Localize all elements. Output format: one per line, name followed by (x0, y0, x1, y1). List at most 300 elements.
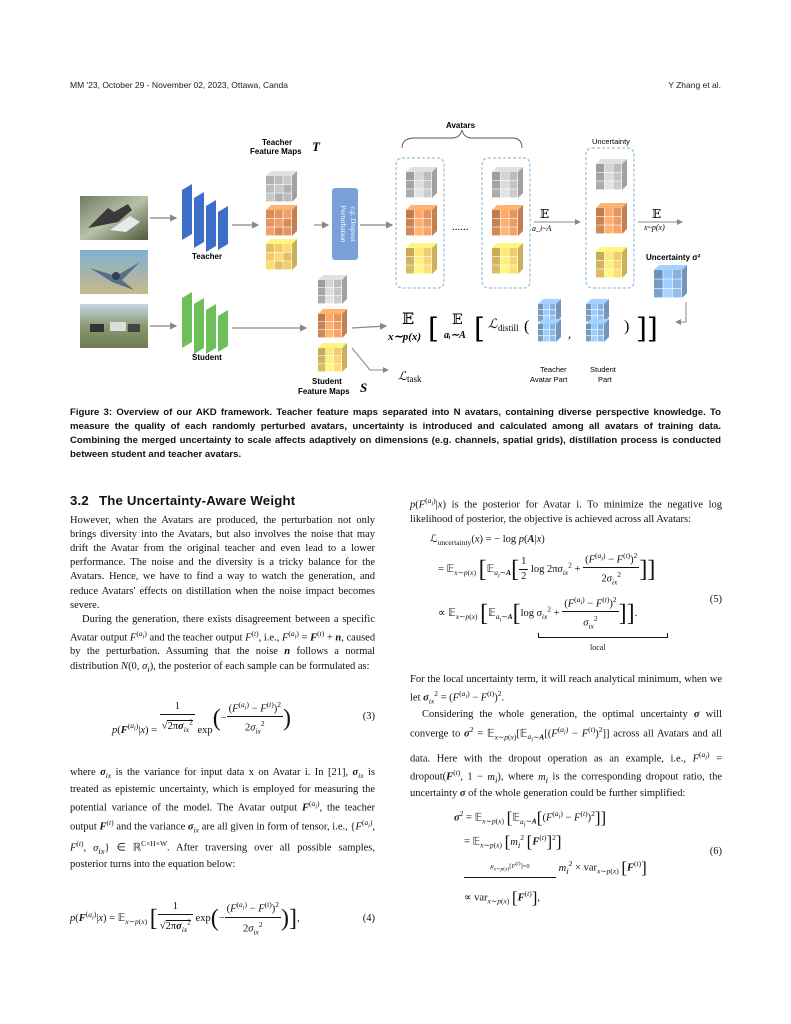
perturbation-box (332, 188, 358, 260)
feature-cell (283, 176, 291, 184)
feature-cell (613, 261, 621, 269)
p3-text-b: is the variance for input data x on Avatar i. In [21], (115, 766, 349, 778)
right-paragraph-2: For the local uncertainty term, it will reach analytical minimum, when we let $\sigma_{ix}^2 = (F^{(a_i)} - F^{(t)})^2$. (410, 673, 722, 706)
eq6-number: (6) (709, 846, 722, 858)
feature-cell (492, 181, 500, 189)
feature-cell (492, 265, 500, 273)
feature-cell (275, 253, 283, 261)
cube-top (266, 205, 297, 210)
feature-cell (334, 296, 341, 303)
feature-cell (275, 244, 283, 252)
feature-cell (605, 173, 613, 181)
feature-cell (605, 208, 613, 216)
feature-cell (423, 181, 431, 189)
feature-cell (326, 356, 333, 363)
feature-cell (550, 336, 555, 341)
feature-cell (406, 265, 414, 273)
feature-cell (596, 261, 604, 269)
input-image-dragonfly (80, 250, 148, 294)
feature-cell (550, 304, 555, 309)
rp3-text-d: , where (500, 771, 534, 783)
feature-cell (501, 172, 509, 180)
student-network (182, 292, 228, 354)
feature-cell (266, 253, 274, 261)
feature-cell (415, 189, 423, 197)
feature-cell (550, 324, 555, 329)
feature-cell (613, 181, 621, 189)
student-feature-stack (318, 275, 347, 372)
feature-cell (509, 265, 517, 273)
feature-cell (598, 330, 603, 335)
avatar-n-stack (492, 167, 523, 274)
feature-cell (492, 210, 500, 218)
cube-side (432, 205, 437, 236)
feature-cell (334, 314, 341, 321)
cube-top (318, 275, 347, 280)
feature-cell (275, 227, 283, 235)
p2-text-a: During the generation, there exists disagreement between a specific Avatar output (70, 613, 375, 644)
cube-top (596, 159, 627, 164)
loss-bracket-close: ]] (636, 312, 658, 345)
feature-cell (334, 356, 341, 363)
feature-cell (415, 227, 423, 235)
cube-top (266, 171, 297, 176)
feature-cell (492, 189, 500, 197)
feature-cell (318, 322, 325, 329)
feature-cell (326, 364, 333, 371)
loss-paren-open: ( (524, 318, 530, 335)
cube-side (292, 239, 297, 270)
cube-side (682, 265, 687, 298)
left-paragraph-2: During the generation, there exists disagreement between a specific Avatar output $F^{(a_i)}$ and the teacher output $F^{(t)}$, i.e., $F^{(a_i)} = F^{(t)} + n$, caused by the perturbation. Assuming that the noise n follows a normal distribution N(0, $\sigma_i$), the posterior of each sample can be formulated as: (70, 613, 376, 674)
feature-cell (266, 193, 274, 201)
feature-cell (592, 304, 597, 309)
feature-cell (501, 219, 509, 227)
rp2-text: For the local uncertainty term, it will reach analytical minimum, when we let (410, 673, 722, 704)
input-image-birds (80, 196, 148, 240)
cube-side (518, 205, 523, 236)
feature-cell (613, 217, 621, 225)
feature-cell (266, 261, 274, 269)
loss-expect-sub: x∼p(x) (388, 331, 422, 343)
feature-cell (266, 227, 274, 235)
feature-cell (326, 348, 333, 355)
student-maps-label: Student (312, 377, 342, 386)
feature-cell (406, 257, 414, 265)
eq4-number: (4) (362, 913, 375, 925)
feature-cell (415, 181, 423, 189)
feature-cell (598, 304, 603, 309)
cube-side (622, 159, 627, 190)
expect-data-symbol: 𝔼 (652, 207, 662, 221)
loss-bracket-2: [ (474, 312, 485, 345)
feature-cell (605, 217, 613, 225)
eq5-local-label: local (590, 642, 606, 652)
feature-cell (423, 265, 431, 273)
feature-cell (613, 225, 621, 233)
expect-avatar-symbol: 𝔼 (540, 207, 550, 221)
feature-cell (283, 185, 291, 193)
merged-uncertainty-stack (654, 265, 687, 298)
feature-cell (283, 253, 291, 261)
cube-side (518, 243, 523, 274)
feature-cell (605, 269, 613, 277)
eq3-number: (3) (362, 710, 375, 722)
feature-cell (596, 252, 604, 260)
cube-top (596, 247, 627, 252)
p2-text-f: , the posterior of each sample can be formulated as: (153, 660, 370, 672)
feature-cell (266, 210, 274, 218)
running-header-right: Y Zhang et al. (668, 80, 721, 90)
feature-cell (492, 219, 500, 227)
feature-cell (326, 314, 333, 321)
rp3-text-b: will converge to (410, 709, 722, 740)
feature-cell (509, 219, 517, 227)
feature-cell (266, 176, 274, 184)
feature-cell (501, 265, 509, 273)
cube-side (432, 167, 437, 198)
feature-cell (550, 330, 555, 335)
feature-cell (501, 189, 509, 197)
feature-cell (423, 248, 431, 256)
cube-side (292, 171, 297, 202)
feature-cell (406, 248, 414, 256)
loss-inner-expect: 𝔼 (452, 312, 463, 328)
feature-cell (509, 248, 517, 256)
running-header-left: MM '23, October 29 - November 02, 2023, Ottawa, Canda (70, 80, 289, 90)
teacher-feature-stack (266, 171, 297, 270)
feature-cell (266, 244, 274, 252)
p3-text-f: are all given in form of tensor, i.e., (201, 821, 348, 833)
loss-comma: , (568, 326, 572, 341)
feature-cell (598, 336, 603, 341)
figure-caption: Figure 3: Overview of our AKD framework. Teacher feature maps separated into N avatars, containing diverse perspective knowledge. To measure the quality of each randomly perturbed avatars, uncertainty is introduced and calculated among all avatars of training data. Combining the merged uncertainty to scale affects adaptively on dimensions (e.g. channels, spatial grids), distillation process is conducted between student and teacher avatars. (70, 407, 721, 460)
cube-top (654, 265, 687, 270)
feature-cell (544, 310, 549, 315)
left-column (70, 494, 375, 946)
p3-text-d: , the teacher output (70, 802, 376, 833)
feature-cell (592, 324, 597, 329)
feature-cell (596, 217, 604, 225)
feature-cell (415, 219, 423, 227)
feature-cell (663, 279, 672, 288)
feature-cell (318, 314, 325, 321)
feature-cell (654, 289, 663, 298)
rp3-text-f: of the whole generation could be further simplified: (468, 788, 686, 800)
feature-cell (550, 310, 555, 315)
feature-cell (423, 172, 431, 180)
section-title: The Uncertainty-Aware Weight (98, 493, 296, 508)
feature-cell (598, 310, 603, 315)
avatar-dots: ...... (452, 221, 469, 233)
feature-cell (586, 304, 591, 309)
feature-cell (406, 181, 414, 189)
equation-4: $p(F^{(a_i)}|x)$ = 𝔼$_{x\sim p(x)}$ [ $\frac{1}{√2\pi\sigma_{ix}^2}$ exp(− $\frac{(F^{(a_i)} - F^{(t)})^2}{2\sigma_{ix}^2}$ )], (4) (70, 900, 375, 937)
cube-top (492, 167, 523, 172)
loss-inner-sub: aᵢ∼A (444, 330, 466, 341)
feature-cell (605, 225, 613, 233)
teacher-network (182, 184, 228, 252)
feature-cell (326, 296, 333, 303)
akd-framework-figure (70, 118, 721, 403)
input-image-zebras (80, 304, 148, 348)
feature-cell (673, 279, 682, 288)
feature-cell (538, 304, 543, 309)
feature-cell (415, 257, 423, 265)
feature-cell (586, 336, 591, 341)
feature-cell (501, 227, 509, 235)
feature-cell (423, 189, 431, 197)
feature-cell (318, 280, 325, 287)
feature-cell (501, 257, 509, 265)
svg-text:Perturbation: Perturbation (339, 205, 348, 243)
p3-text-e: and the variance (116, 821, 186, 833)
student-part-label-2: Part (598, 375, 612, 384)
equation-5: ℒ$_{uncertainty}$(x) = − log p(A|x) = 𝔼$_{x\sim p(x)}$ [𝔼$_{a_i\sim A}$[ $\frac{1}{2}$ $\log 2\pi\sigma_{ix}^2$ + $\frac{(F^{(a_i)} - F^{(t)})^2}{2\sigma_{ix}^2}$ ]] ∝ 𝔼$_{x\sim p(x)}$ [𝔼$_{a_i\sim A}$[log $\sigma_{ix}^2$ + $\frac{(F^{(a_i)} - F^{(t)})^2}{\sigma_{ix}^2}$ ]]. local (5) (430, 533, 722, 663)
cube-top (318, 343, 347, 348)
cube-top (318, 309, 347, 314)
p2-text-b: and the teacher output (149, 632, 243, 644)
teacher-maps-label-2: Feature Maps (250, 147, 302, 156)
cube-side (518, 167, 523, 198)
student-part-label: Student (590, 365, 616, 374)
feature-cell (275, 185, 283, 193)
feature-cell (423, 210, 431, 218)
feature-cell (334, 348, 341, 355)
cube-side (622, 203, 627, 234)
feature-cell (673, 270, 682, 279)
feature-cell (596, 208, 604, 216)
feature-cell (423, 219, 431, 227)
eq5-number: (5) (709, 593, 722, 605)
feature-cell (509, 189, 517, 197)
teacher-avatar-part (538, 299, 561, 342)
right-column (410, 494, 722, 917)
expect-avatar-sub: a_i~A (532, 224, 552, 233)
loss-task-sub: task (407, 374, 422, 384)
feature-cell (538, 310, 543, 315)
equation-3: $p(F^{(a_i)}|x)$ = $\frac{1}{√2\pi\sigma_{ix}^2}$ exp(− $\frac{(F^{(a_i)} - F^{(t)})^2}{2\sigma_{ix}^2}$ ) (3) (112, 699, 375, 736)
feature-cell (605, 252, 613, 260)
feature-cell (326, 288, 333, 295)
feature-cell (326, 330, 333, 337)
cube-top (406, 243, 437, 248)
section-heading (70, 494, 375, 508)
feature-cell (613, 173, 621, 181)
equation-6: $\sigma^2$ = 𝔼$_{x\sim p(x)}$ $[𝔼_{a_i\sim A}[(F^{(a_i)} - F^{(t)})^2]]$ = 𝔼$_{x\sim p(x)}$ [$m_i^2$ $[F^{(t)}]^2$] $\mu_{x\sim p(x)}[F^{(t)}]=0$ $m_i^2 \times var_{x\sim p(x)}$ $[F^{(t)}]$ ∝ var$_{x\sim p(x)}$ $[F^{(t)}]$, (6) (454, 808, 722, 908)
feature-cell (673, 289, 682, 298)
feature-cell (613, 208, 621, 216)
feature-cell (538, 324, 543, 329)
feature-cell (275, 193, 283, 201)
p2-text-c: , i.e., (258, 632, 280, 644)
feature-cell (326, 322, 333, 329)
feature-cell (318, 356, 325, 363)
feature-cell (501, 210, 509, 218)
rp3-text-e: is the corresponding dropout ratio, the uncertainty (410, 771, 722, 800)
cube-top (492, 243, 523, 248)
loss-task-symbol: ℒ (398, 369, 407, 383)
feature-cell (283, 244, 291, 252)
feature-cell (266, 185, 274, 193)
feature-cell (613, 164, 621, 172)
feature-cell (544, 330, 549, 335)
uncertainty-stack (596, 159, 627, 278)
rp3-text-a: Considering the whole generation, the optimal uncertainty (422, 709, 688, 721)
feature-cell (492, 248, 500, 256)
feature-cell (334, 322, 341, 329)
feature-cell (501, 181, 509, 189)
feature-cell (275, 219, 283, 227)
feature-cell (318, 348, 325, 355)
student-net-label: Student (192, 353, 222, 362)
student-maps-label-2: Feature Maps (298, 387, 350, 396)
feature-cell (283, 261, 291, 269)
feature-cell (334, 288, 341, 295)
cube-top (596, 203, 627, 208)
left-paragraph-1: However, when the Avatars are produced, the perturbation not only brings diversity into the Avatars, but also involves the noise that may drift the Avatar from the original teacher and even lead to a lower performance. The noise and the diversity is a tricky balance for the Avatars. Hence, we have to find a way to watch the generation, and reduce Avatars' effects on distillation when the noise impact becomes severe. (70, 515, 375, 611)
feature-cell (266, 219, 274, 227)
right-paragraph-1: $p(F^{(a_i)}|x)$ is the posterior for Avatar i. To minimize the negative log likelihood of posterior, the objective is achieved across all Avatars: (410, 496, 722, 525)
feature-cell (283, 193, 291, 201)
feature-cell (596, 164, 604, 172)
cube-side (432, 243, 437, 274)
feature-cell (492, 257, 500, 265)
feature-cell (592, 310, 597, 315)
feature-cell (509, 172, 517, 180)
feature-cell (415, 265, 423, 273)
feature-cell (318, 330, 325, 337)
p3-text-a: where (70, 766, 96, 778)
expect-data-sub: x~p(x) (644, 223, 665, 232)
feature-cell (663, 270, 672, 279)
feature-cell (605, 181, 613, 189)
feature-cell (423, 257, 431, 265)
feature-cell (544, 304, 549, 309)
loss-distill-sub: distill (498, 323, 519, 333)
cube-top (266, 239, 297, 244)
teacher-symbol: T (312, 139, 320, 154)
cube-top (406, 205, 437, 210)
cube-side (342, 309, 347, 338)
feature-cell (538, 336, 543, 341)
feature-cell (406, 219, 414, 227)
feature-cell (592, 336, 597, 341)
feature-cell (406, 172, 414, 180)
cube-top (406, 167, 437, 172)
uncertainty-sigma-label: Uncertainty σ² (646, 253, 701, 262)
p2-text-e: follows a normal distribution (70, 646, 376, 672)
feature-cell (586, 324, 591, 329)
feature-cell (423, 227, 431, 235)
feature-cell (605, 261, 613, 269)
feature-cell (492, 227, 500, 235)
feature-cell (544, 324, 549, 329)
feature-cell (592, 330, 597, 335)
feature-cell (663, 289, 672, 298)
loss-paren-close: ) (624, 318, 630, 335)
feature-cell (586, 310, 591, 315)
feature-cell (596, 269, 604, 277)
cube-side (342, 275, 347, 304)
feature-cell (596, 181, 604, 189)
student-part (586, 299, 609, 342)
p2-text-d: , caused by the perturbation. Assuming that the noise (70, 632, 376, 658)
feature-cell (326, 280, 333, 287)
feature-cell (509, 257, 517, 265)
section-number: 3.2 (70, 493, 89, 508)
rp1-text: is the posterior for Avatar i. To minimize the negative log likelihood of posterior, the objective is achieved across all Avatars: (410, 499, 722, 525)
feature-cell (275, 210, 283, 218)
feature-cell (283, 227, 291, 235)
feature-cell (654, 279, 663, 288)
feature-cell (501, 248, 509, 256)
feature-cell (406, 189, 414, 197)
loss-distill-symbol: ℒ (488, 317, 498, 332)
feature-cell (318, 296, 325, 303)
feature-cell (415, 172, 423, 180)
svg-text:e.g. Dropout: e.g. Dropout (349, 206, 357, 242)
teacher-net-label: Teacher (192, 252, 223, 261)
feature-cell (586, 330, 591, 335)
right-paragraph-3: Considering the whole generation, the optimal uncertainty σ will converge to $\sigma^2$ = $𝔼_{x\sim p(x)}[𝔼_{a_i\sim A}[(F^{(a_i)} - F^{(t)})^2]]$ across all Avatars and all data. Here with the dropout operation as an example, i.e., $F^{(a_i)}$ = $dropout(F^{(t)}$, $1 - m_i$), where $m_i$ is the corresponding dropout ratio, the uncertainty σ of the whole generation could be further simplified: (410, 709, 723, 800)
feature-cell (605, 164, 613, 172)
feature-cell (318, 364, 325, 371)
feature-cell (415, 248, 423, 256)
cube-side (292, 205, 297, 236)
feature-cell (654, 270, 663, 279)
p3-text-c: is treated as epistemic uncertainty, which is employed for measuring the potential variance of the model. The Avatar output (70, 766, 375, 814)
teacher-part-label: Teacher (540, 365, 567, 374)
feature-cell (509, 227, 517, 235)
feature-cell (509, 181, 517, 189)
feature-cell (334, 280, 341, 287)
feature-cell (598, 324, 603, 329)
feature-cell (613, 269, 621, 277)
feature-cell (283, 210, 291, 218)
feature-cell (492, 172, 500, 180)
loss-bracket-open: [ (428, 312, 439, 345)
feature-cell (406, 227, 414, 235)
cube-top (492, 205, 523, 210)
cube-side (342, 343, 347, 372)
avatar-1-stack (406, 167, 437, 274)
feature-cell (283, 219, 291, 227)
feature-cell (509, 210, 517, 218)
feature-cell (596, 173, 604, 181)
left-paragraph-3: where $\sigma_{ix}$ is the variance for input data x on Avatar i. In [21], $\sigma_{ix}$ is treated as epistemic uncertainty, which is employed for measuring the potential variance of the model. The Avatar output $F^{(a_i)}$, the teacher output $F^{(t)}$ and the variance $\sigma_{ix}$ are all given in form of tensor, i.e., {$F^{(a_i)}$, $F^{(t)}$, $\sigma_{ix}$} ∈ ℝ$^{C\times H\times W}$. After traversing over all possible samples, posterior turns into the equation below: (70, 766, 376, 870)
feature-cell (596, 225, 604, 233)
feature-cell (613, 252, 621, 260)
feature-cell (544, 336, 549, 341)
feature-cell (334, 330, 341, 337)
feature-cell (275, 261, 283, 269)
feature-cell (275, 176, 283, 184)
cube-side (622, 247, 627, 278)
feature-cell (538, 330, 543, 335)
avatars-label: Avatars (446, 121, 476, 130)
feature-cell (415, 210, 423, 218)
loss-expect: 𝔼 (402, 309, 415, 328)
feature-cell (406, 210, 414, 218)
feature-cell (334, 364, 341, 371)
rp3-text-c: across all Avatars and all data. Here with the dropout operation as an example, i.e., (410, 728, 723, 765)
p3-text-g: . After traversing over all possible samples, posterior turns into the equation below: (70, 842, 375, 870)
uncertainty-label: Uncertainty (592, 137, 630, 146)
teacher-maps-label: Teacher (262, 138, 293, 147)
student-symbol: S (360, 380, 368, 395)
teacher-part-label-2: Avatar Part (530, 375, 568, 384)
